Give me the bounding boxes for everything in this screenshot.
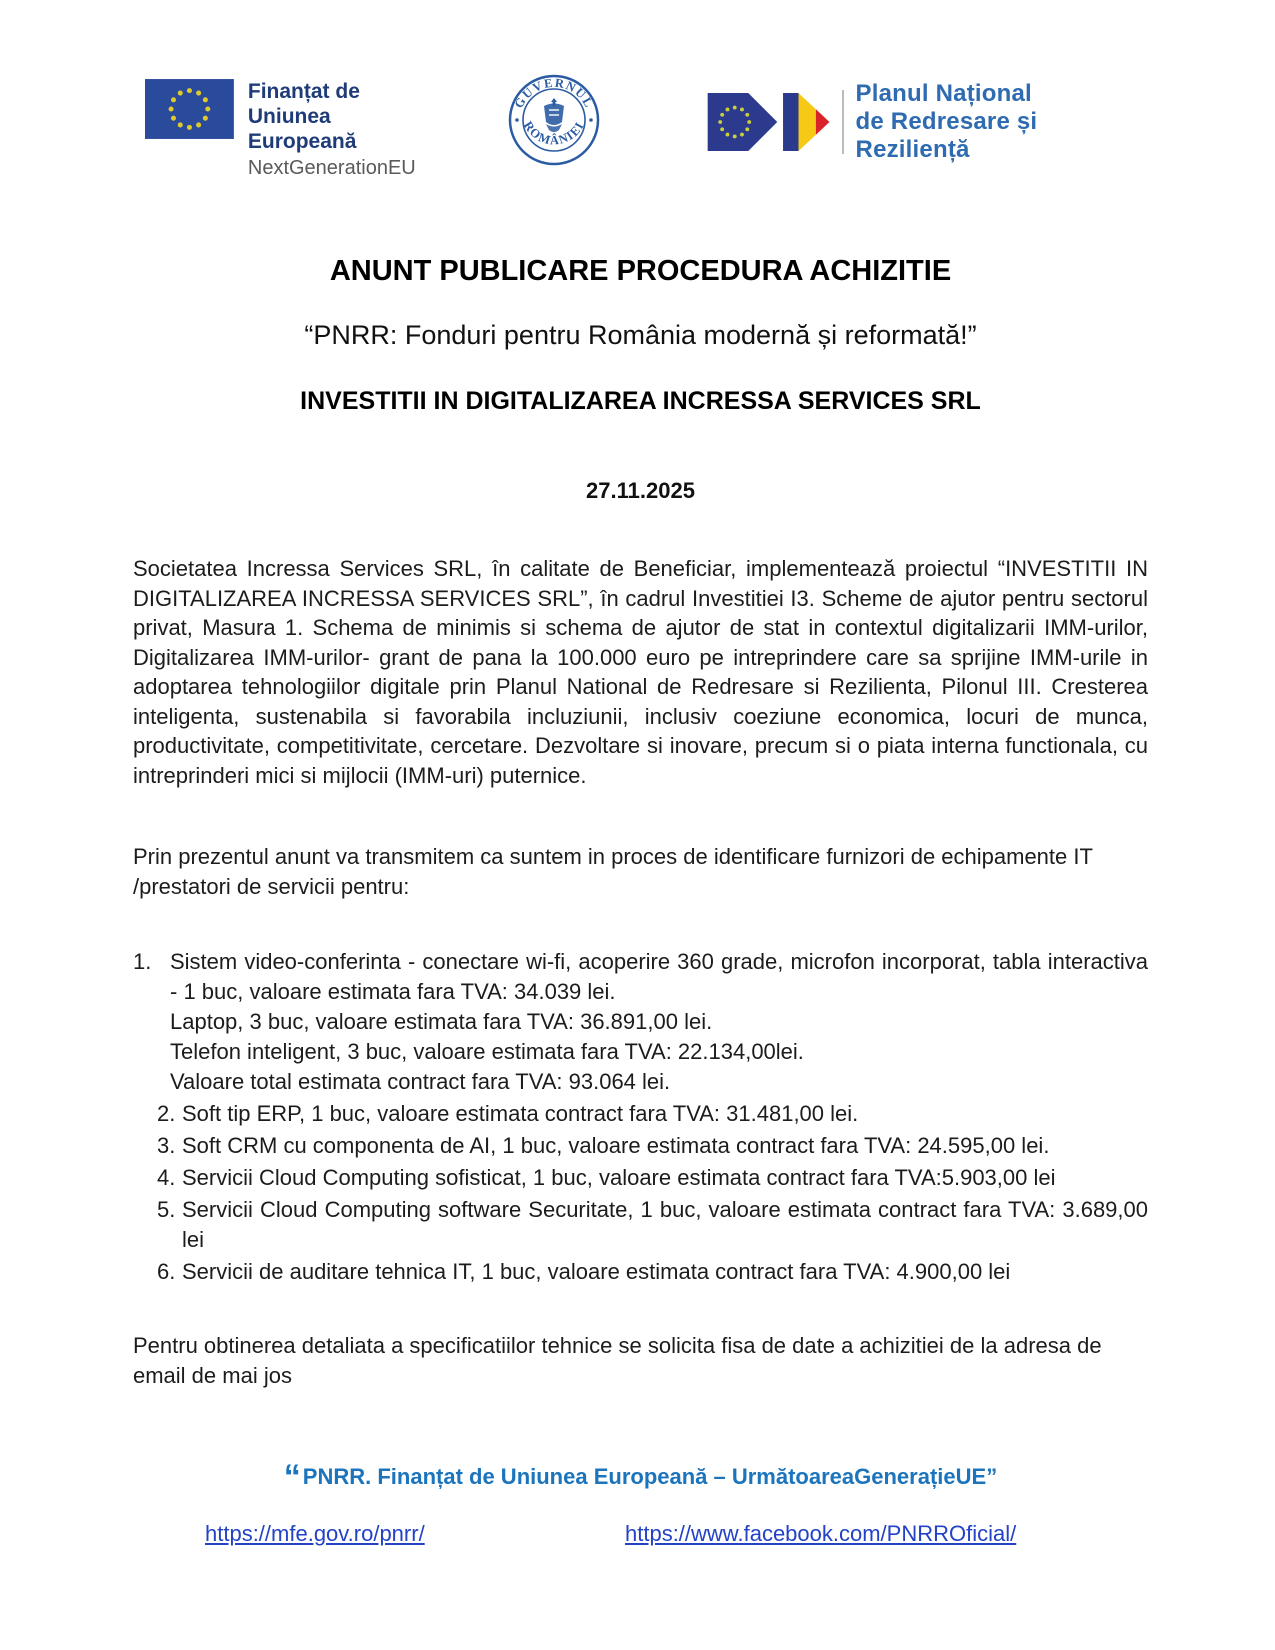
romanian-government-seal-icon [508,74,600,166]
intro-paragraph: Societatea Incressa Services SRL, în calitate de Beneficiar, implementează proiectul “INVESTITII IN DIGITALIZAREA INCRESSA SERVICES SRL”, în cadrul Investitiei I3. Scheme de ajutor pentru sectorul privat, Masura 1. Schema de minimis si schema de ajutor de stat in contextul digitalizarii IMM-urilor, Digitalizarea IMM-urilor- grant de pana la 100.000 euro pe intreprindere care sa sprijine IMM-urile in adoptarea tehnologiilor digitale prin Planul National de Redresare si Rezilienta, Pilonul III. Cresterea inteligenta, sustenabila si favorabila incluziunii, inclusiv coeziune economica, locuri de munca, productivitate, competitivitate, cercetare. Dezvoltare si inovare, precum si o piata interna functionala, cu intreprinderi mici si mijlocii (IMM-uri) puternice. [133,556,1148,788]
nextgeneration-eu-label: NextGenerationEU [247,157,416,179]
contact-paragraph: Pentru obtinerea detaliata a specificatiilor tehnice se solicita fisa de date a achizitiei de la adresa de email de mai jos [133,1333,1102,1388]
list-item-text: Servicii Cloud Computing sofisticat, 1 buc, valoare estimata contract fara TVA:5.903,00 lei [182,1165,1056,1190]
pnrr-logo-line1: Planul Național [855,80,1032,107]
footer-open-quote: “ [283,1458,301,1496]
list-item-subline: Laptop, 3 buc, valoare estimata fara TVA: 36.891,00 lei. [170,1009,713,1034]
pnrr-logo [698,80,1148,164]
romanian-government-logo [508,74,600,166]
project-title: INVESTITII IN DIGITALIZAREA INCRESSA SERVICES SRL [300,387,981,415]
footer-pnrr-quote [133,1458,1148,1497]
purpose-paragraph: Prin prezentul anunt va transmitem ca suntem in proces de identificare furnizori de echipamente IT /prestatori de servicii pentru: [133,844,1093,899]
list-item-3 [133,1131,1148,1161]
list-item-1 [133,947,1148,1097]
announcement-date: 27.11.2025 [586,478,695,503]
announcement-title: ANUNT PUBLICARE PROCEDURA ACHIZITIE [329,255,952,287]
list-item-number: 3. [157,1133,176,1158]
pnrr-logo-text [856,80,1148,164]
list-item-number: 6. [157,1259,176,1284]
list-item-4 [133,1163,1148,1193]
header-logos [133,75,1148,179]
list-item-number: 5. [157,1197,176,1222]
list-item-number: 4. [157,1165,176,1190]
pnrr-logo-divider [842,90,844,154]
list-item-6 [133,1257,1148,1287]
list-item-text: Soft tip ERP, 1 buc, valoare estimata contract fara TVA: 31.481,00 lei. [182,1101,859,1126]
pnrr-slogan: “PNRR: Fonduri pentru România modernă și reformată!” [304,320,977,350]
seal-text-bottom: ROMÂNIEI [521,118,588,148]
facebook-pnrr-link[interactable]: https://www.facebook.com/PNRROficial/ [625,1521,1017,1546]
list-item-subline: Valoare total estimata contract fara TVA: 93.064 lei. [170,1069,671,1094]
pnrr-arrows-icon [698,86,835,158]
list-item-text: Sistem video-conferinta - conectare wi-fi, acoperire 360 grade, microfon incorporat, tabla interactiva - 1 buc, valoare estimata fara TVA: 34.039 lei. [170,949,1148,1004]
footer-links [133,1521,1148,1555]
list-item-text: Soft CRM cu componenta de AI, 1 buc, valoare estimata contract fara TVA: 24.595,00 lei. [182,1133,1050,1158]
seal-text-top: GUVERNUL [511,75,597,111]
eu-flag-icon [145,78,234,140]
procurement-list [133,947,1148,1287]
eu-funding-logo [145,78,438,181]
list-item-number: 2. [157,1101,176,1126]
list-item-subline: Telefon inteligent, 3 buc, valoare estimata fara TVA: 22.134,00lei. [170,1039,804,1064]
eu-funding-line2: Uniunea Europeană [247,105,357,153]
list-item-text: Servicii Cloud Computing software Securitate, 1 buc, valoare estimata contract fara TVA: 3.689,00 lei [182,1197,1148,1252]
eu-funding-line1: Finanțat de [247,80,360,103]
coat-of-arms-icon [544,98,564,132]
eu-funding-text [248,78,439,181]
list-item-2 [133,1099,1148,1129]
pnrr-logo-line2: de Redresare și Reziliență [855,108,1038,163]
mfe-gov-link[interactable]: https://mfe.gov.ro/pnrr/ [205,1521,425,1546]
list-item-text: Servicii de auditare tehnica IT, 1 buc, valoare estimata contract fara TVA: 4.900,00 lei [182,1259,1011,1284]
list-item-number: 1. [133,949,152,974]
list-item-5 [133,1195,1148,1255]
footer-quote-text: PNRR. Finanțat de Uniunea Europeană – UrmătoareaGenerațieUE” [302,1464,998,1489]
